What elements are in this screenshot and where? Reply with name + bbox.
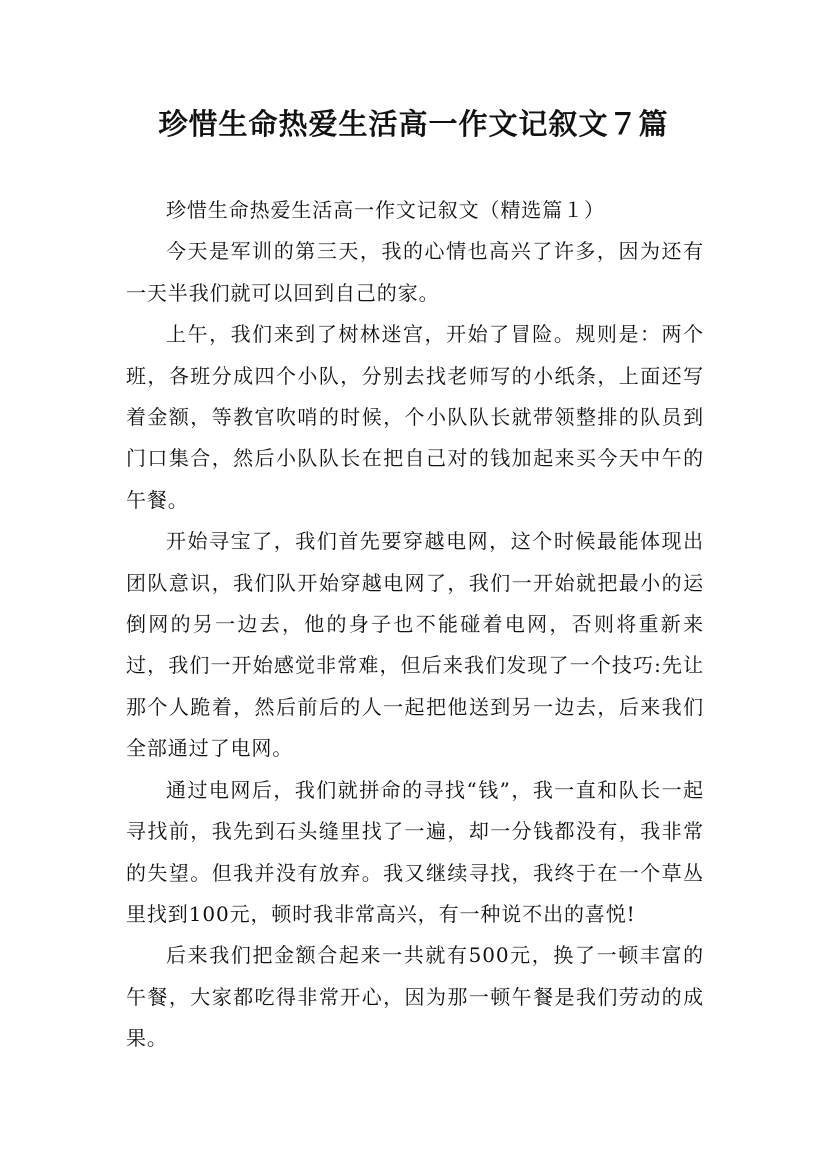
paragraph: 通过电网后，我们就拼命的寻找“钱”，我一直和队长一起寻找前，我先到石头缝里找了一遍，却一分钱都没有，我非常的失望。但我并没有放弃。我又继续寻找，我终于在一个草丛里找到100元，顿时我非常高兴，有一种说不出的喜悦! xyxy=(126,777,704,926)
paragraph: 今天是军训的第三天，我的心情也高兴了许多，因为还有一天半我们就可以回到自己的家。 xyxy=(126,239,704,305)
document-title: 珍惜生命热爱生活高一作文记叙文７篇 xyxy=(158,107,669,141)
document-body xyxy=(126,190,704,1060)
paragraph: 上午，我们来到了树林迷宫，开始了冒险。规则是：两个班，各班分成四个小队，分别去找老师写的小纸条，上面还写着金额，等教官吹哨的时候，个小队队长就带领整排的队员到门口集合，然后小队队长在把自己对的钱加起来买今天中午的午餐。 xyxy=(126,322,704,512)
section-heading: 珍惜生命热爱生活高一作文记叙文（精选篇１） xyxy=(166,198,605,222)
paragraph: 开始寻宝了，我们首先要穿越电网，这个时候最能体现出团队意识，我们队开始穿越电网了，我们一开始就把最小的运倒网的另一边去，他的身子也不能碰着电网，否则将重新来过，我们一开始感觉非常难，但后来我们发现了一个技巧:先让那个人跪着，然后前后的人一起把他送到另一边去，后来我们全部通过了电网。 xyxy=(126,529,704,761)
paragraph: 后来我们把金额合起来一共就有500元，换了一顿丰富的午餐，大家都吃得非常开心，因为那一顿午餐是我们劳动的成果。 xyxy=(126,943,704,1051)
